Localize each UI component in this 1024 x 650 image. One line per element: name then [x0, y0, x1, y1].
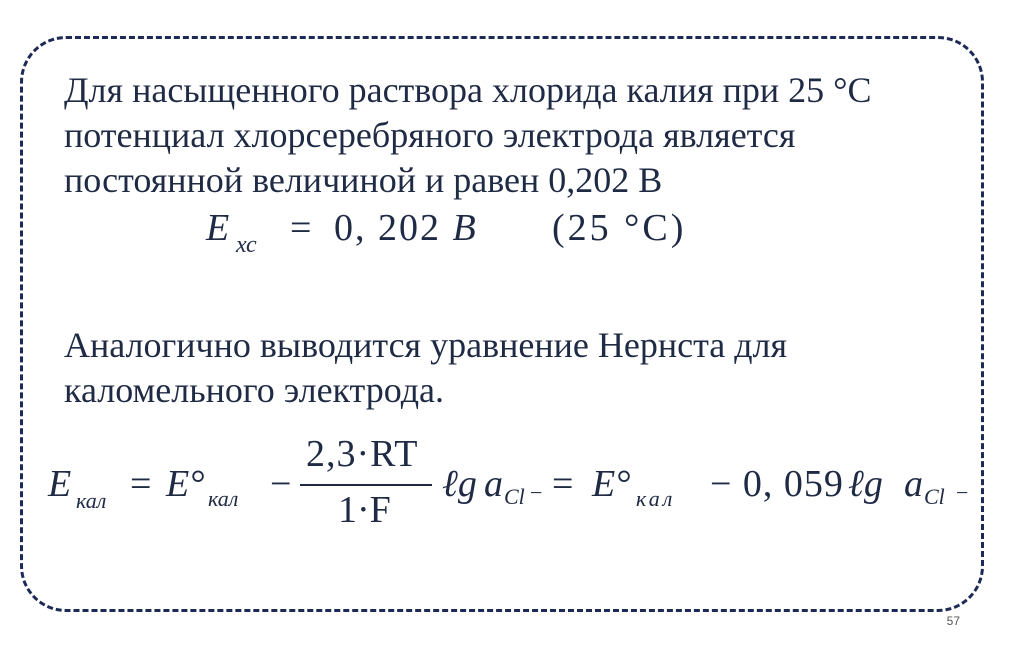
eq2-e0b-sub: кал	[636, 486, 676, 511]
eq2-lg-2: ℓg	[848, 463, 883, 505]
intro-line-2: потенциал хлорсеребряного электрода является	[64, 115, 796, 155]
eq2-a2-charge: −	[956, 480, 969, 505]
page-number: 57	[946, 614, 960, 628]
eq2-a-1: a	[484, 463, 503, 505]
calomel-nernst-equation	[48, 426, 988, 536]
eq2-denominator: 1·F	[338, 489, 391, 531]
formula1-symbol: E	[206, 207, 230, 249]
eq2-coefficient: − 0, 059	[710, 463, 844, 505]
formula1-equals: =	[290, 207, 312, 249]
eq2-numerator: 2,3·RT	[306, 433, 419, 475]
eq2-minus-1: −	[270, 463, 292, 505]
eq2-e0-sub: кал	[208, 486, 239, 511]
formula1-number: 0, 202	[334, 207, 441, 249]
intro-line-1: Для насыщенного раствора хлорида калия при 25 °С	[64, 70, 872, 110]
nernst-line-2: каломельного электрода.	[64, 370, 444, 410]
fraction-bar	[300, 484, 432, 486]
formula1-value	[334, 206, 478, 250]
eq2-e0: E°	[166, 463, 205, 505]
formula1-unit: B	[452, 207, 478, 249]
silver-chloride-potential-formula	[206, 206, 726, 266]
eq2-a-2: a	[904, 463, 923, 505]
eq2-a2-sub: Cl	[924, 484, 945, 509]
eq2-a1-sub: Cl	[504, 484, 525, 509]
formula1-subscript: хс	[236, 232, 257, 258]
eq2-lg-1: ℓg	[442, 463, 477, 505]
nernst-line-1: Аналогично выводится уравнение Нернста для	[64, 325, 788, 365]
formula1-condition: (25 °C)	[552, 207, 687, 249]
eq2-a1-charge: −	[530, 480, 543, 505]
intro-paragraph	[64, 68, 872, 203]
eq2-e0b: E°	[592, 463, 631, 505]
eq2-lhs-sub: кал	[76, 488, 107, 513]
eq2-equals-2: =	[552, 463, 574, 505]
eq2-equals-1: =	[130, 463, 152, 505]
eq2-lhs-symbol: E	[48, 463, 72, 505]
nernst-paragraph	[64, 323, 787, 413]
intro-line-3: постоянной величиной и равен 0,202 В	[64, 160, 663, 200]
